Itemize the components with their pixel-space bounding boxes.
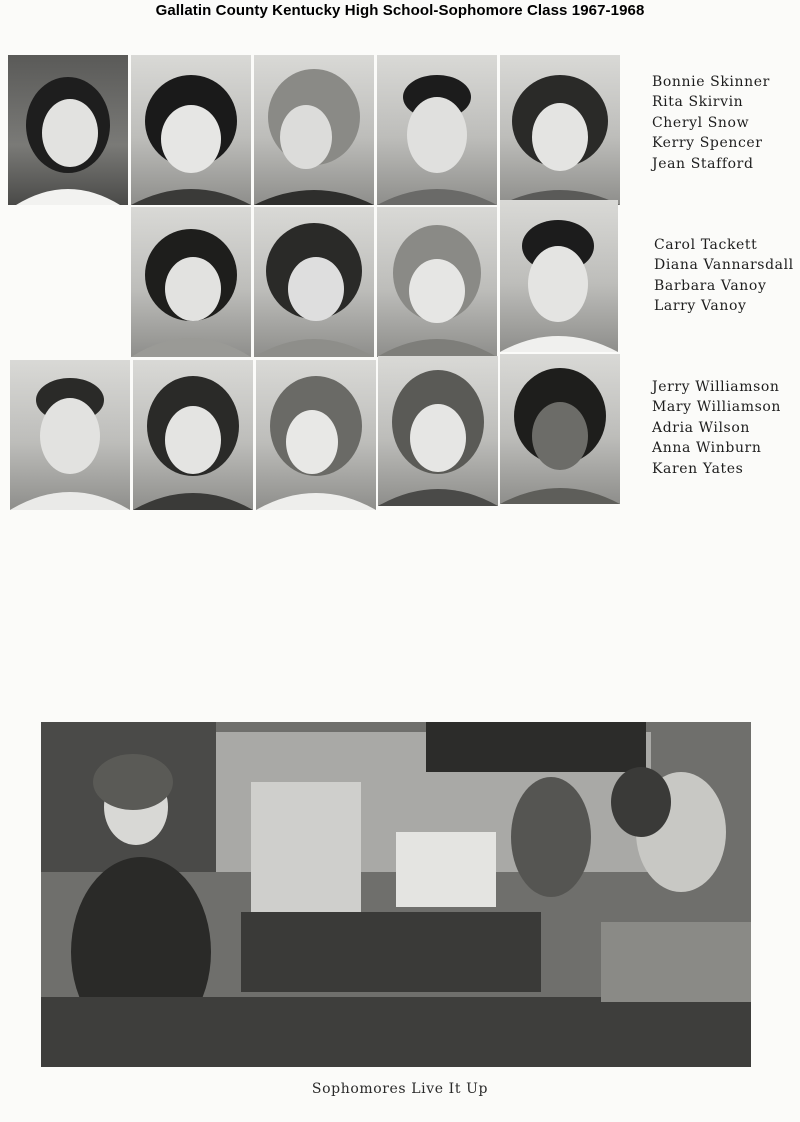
- portrait-jean-stafford: [500, 55, 620, 205]
- name-adria-wilson: Adria Wilson: [652, 419, 750, 436]
- page-title: Gallatin County Kentucky High School-Sophomore Class 1967-1968: [155, 2, 645, 19]
- names-row-2: [654, 235, 794, 317]
- name-carol-tackett: Carol Tackett: [654, 237, 758, 253]
- name-bonnie-skinner: Bonnie Skinner: [652, 74, 770, 90]
- name-anna-winburn: Anna Winburn: [652, 440, 762, 457]
- portrait-carol-tackett: [131, 207, 251, 357]
- portrait-bonnie-skinner: [8, 55, 128, 205]
- portrait-jerry-williamson: [10, 360, 130, 510]
- name-cheryl-snow: Cheryl Snow: [652, 114, 750, 131]
- name-barbara-vanoy: Barbara Vanoy: [654, 277, 767, 294]
- portrait-mary-williamson: [133, 360, 253, 510]
- portrait-larry-vanoy: [500, 200, 618, 352]
- name-larry-vanoy: Larry Vanoy: [654, 298, 747, 315]
- name-rita-skirvin: Rita Skirvin: [652, 94, 744, 111]
- name-diana-vannarsdall: Diana Vannarsdall: [654, 257, 794, 274]
- portrait-diana-vannarsdall: [254, 207, 374, 357]
- portrait-barbara-vanoy: [377, 207, 497, 357]
- name-jean-stafford: Jean Stafford: [652, 155, 754, 172]
- name-mary-williamson: Mary Williamson: [652, 399, 782, 416]
- name-kerry-spencer: Kerry Spencer: [652, 135, 763, 152]
- name-jerry-williamson: Jerry Williamson: [652, 379, 780, 395]
- portrait-adria-wilson: [256, 360, 376, 510]
- photo-caption: Sophomores Live It Up: [311, 1081, 489, 1097]
- portrait-cheryl-snow: [254, 55, 374, 205]
- classroom-photo: [41, 722, 751, 1067]
- portrait-kerry-spencer: [377, 55, 497, 205]
- portrait-rita-skirvin: [131, 55, 251, 205]
- portrait-anna-winburn: [378, 356, 498, 506]
- name-karen-yates: Karen Yates: [652, 460, 744, 477]
- names-row-3: [652, 377, 781, 479]
- names-row-1: [652, 72, 770, 174]
- portrait-karen-yates: [500, 354, 620, 504]
